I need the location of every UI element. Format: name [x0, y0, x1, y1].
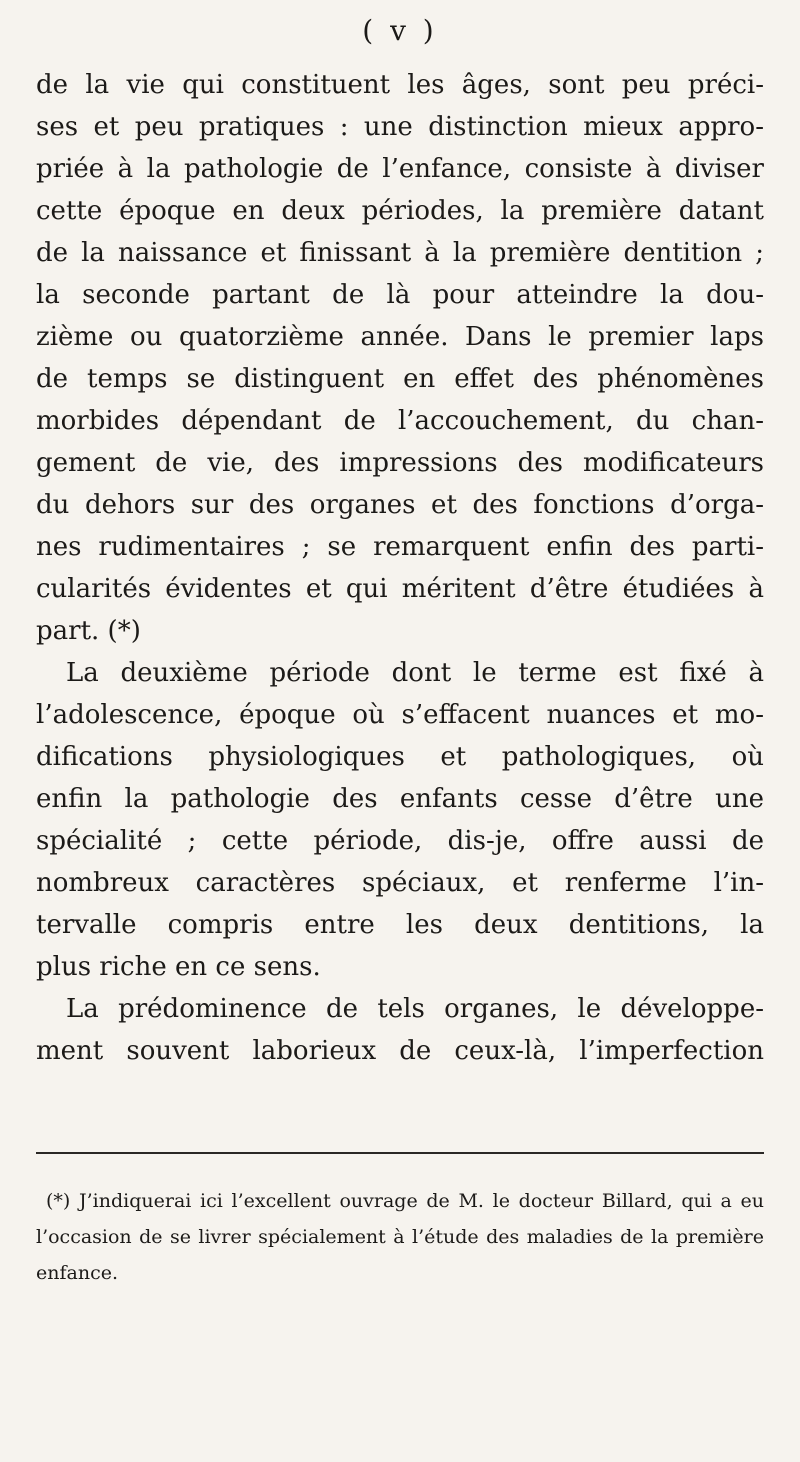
text-line: enfin la pathologie des enfants cesse d’être une	[36, 784, 764, 814]
text-line: tervalle compris entre les deux dentitions, la	[36, 910, 764, 940]
text-line: zième ou quatorzième année. Dans le premier laps	[36, 322, 764, 352]
body-text	[36, 64, 764, 1072]
text-line: priée à la pathologie de l’enfance, consiste à diviser	[36, 154, 764, 184]
footnote-line: (*) J’indiquerai ici l’excellent ouvrage de M. le docteur Billard, qui a eu	[46, 1190, 764, 1212]
text-line-paragraph-end: part. (*)	[36, 616, 141, 646]
text-line: de la vie qui constituent les âges, sont peu préci-	[36, 70, 764, 100]
text-line: gement de vie, des impressions des modificateurs	[36, 448, 764, 478]
text-line: la seconde partant de là pour atteindre la dou-	[36, 280, 764, 310]
text-line: spécialité ; cette période, dis-je, offre aussi de	[36, 826, 764, 856]
page-number: ( v )	[362, 14, 438, 47]
text-line: nes rudimentaires ; se remarquent enfin des parti-	[36, 532, 764, 562]
text-line: ses et peu pratiques : une distinction mieux appro-	[36, 112, 764, 142]
footnote	[36, 1183, 764, 1291]
text-line: cularités évidentes et qui méritent d’être étudiées à	[36, 574, 764, 604]
text-line: cette époque en deux périodes, la première datant	[36, 196, 764, 226]
text-line: ment souvent laborieux de ceux-là, l’imperfection	[36, 1036, 764, 1066]
text-line-paragraph-end: plus riche en ce sens.	[36, 952, 321, 982]
text-line-paragraph-start: La deuxième période dont le terme est fixé à	[66, 658, 764, 688]
text-line: difications physiologiques et pathologiques, où	[36, 742, 764, 772]
text-line-paragraph-start: La prédominence de tels organes, le développe-	[66, 994, 764, 1024]
text-line: de la naissance et finissant à la première dentition ;	[36, 238, 764, 268]
footnote-line: enfance.	[36, 1262, 119, 1284]
text-line: l’adolescence, époque où s’effacent nuances et mo-	[36, 700, 764, 730]
footnote-line: l’occasion de se livrer spécialement à l’étude des maladies de la première	[36, 1226, 764, 1248]
footnote-divider	[36, 1152, 764, 1154]
text-line: du dehors sur des organes et des fonctions d’orga-	[36, 490, 764, 520]
text-line: de temps se distinguent en effet des phénomènes	[36, 364, 764, 394]
text-line: nombreux caractères spéciaux, et renferme l’in-	[36, 868, 764, 898]
text-line: morbides dépendant de l’accouchement, du chan-	[36, 406, 764, 436]
